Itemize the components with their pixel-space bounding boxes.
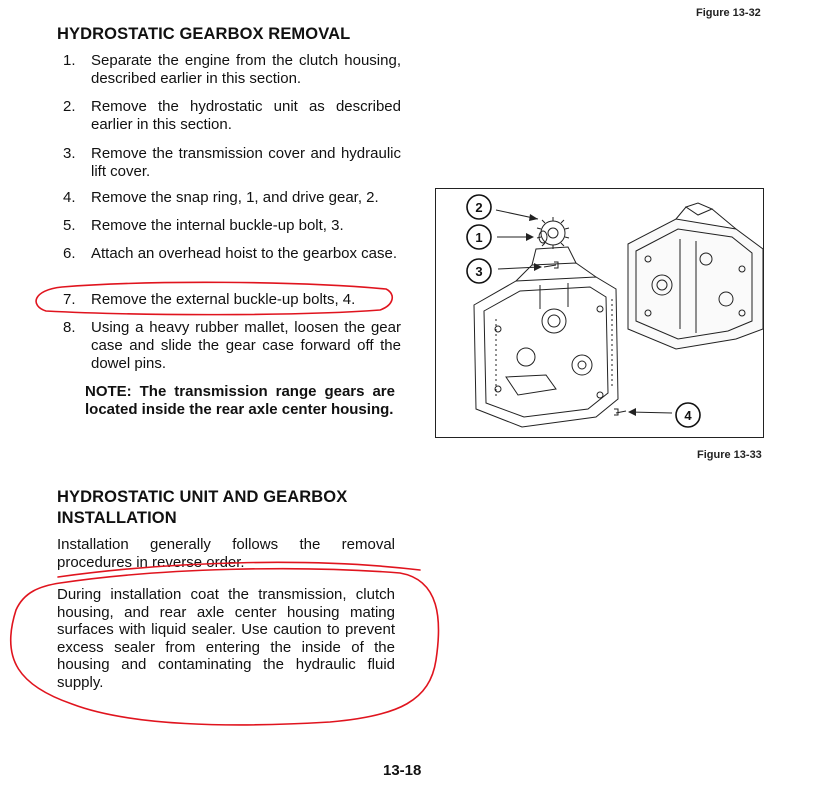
step-number: 8.: [63, 319, 76, 336]
step-number: 4.: [63, 189, 76, 206]
note-text: NOTE: The transmission range gears are located inside the rear axle center housing.: [85, 383, 395, 418]
callout-label: 3: [475, 264, 483, 279]
step-text: Separate the engine from the clutch housing, described earlier in this section.: [91, 52, 401, 87]
page-number: 13-18: [383, 762, 422, 779]
step-text: Attach an overhead hoist to the gearbox case.: [91, 245, 398, 262]
section-title-removal: HYDROSTATIC GEARBOX REMOVAL: [57, 25, 351, 43]
step-text: Remove the transmission cover and hydraulic lift cover.: [91, 145, 401, 180]
step-text: Remove the snap ring, 1, and drive gear, 2.: [91, 189, 379, 206]
step-text: Remove the hydrostatic unit as described earlier in this section.: [91, 98, 401, 133]
step-number: 5.: [63, 217, 76, 234]
step-number: 1.: [63, 52, 76, 69]
installation-paragraph-2: During installation coat the transmission, clutch housing, and rear axle center housing mating surfaces with liquid sealer. Use caution to prevent excess sealer from entering the inside of the housing and contaminating the hydraulic fluid supply.: [57, 586, 395, 691]
section-title-installation-line1: HYDROSTATIC UNIT AND GEARBOX: [57, 488, 348, 506]
callout-label: 4: [684, 408, 692, 423]
figure-label-bottom: Figure 13-33: [697, 449, 762, 461]
installation-paragraph-1: Installation generally follows the removal procedures in reverse order.: [57, 536, 395, 571]
step-number: 7.: [63, 291, 76, 308]
red-circle-step-7: [36, 282, 392, 314]
step-text: Using a heavy rubber mallet, loosen the gear case and slide the gear case forward off the dowel pins.: [91, 319, 401, 372]
section-title-installation-line2: INSTALLATION: [57, 509, 177, 527]
callout-label: 1: [475, 230, 483, 245]
callout-label: 2: [475, 200, 483, 215]
red-circle-installation-paragraph: [11, 569, 439, 725]
step-number: 3.: [63, 145, 76, 162]
step-text: Remove the internal buckle-up bolt, 3.: [91, 217, 344, 234]
step-number: 6.: [63, 245, 76, 262]
figure-label-top: Figure 13-32: [696, 7, 761, 19]
step-number: 2.: [63, 98, 76, 115]
step-text: Remove the external buckle-up bolts, 4.: [91, 291, 356, 308]
